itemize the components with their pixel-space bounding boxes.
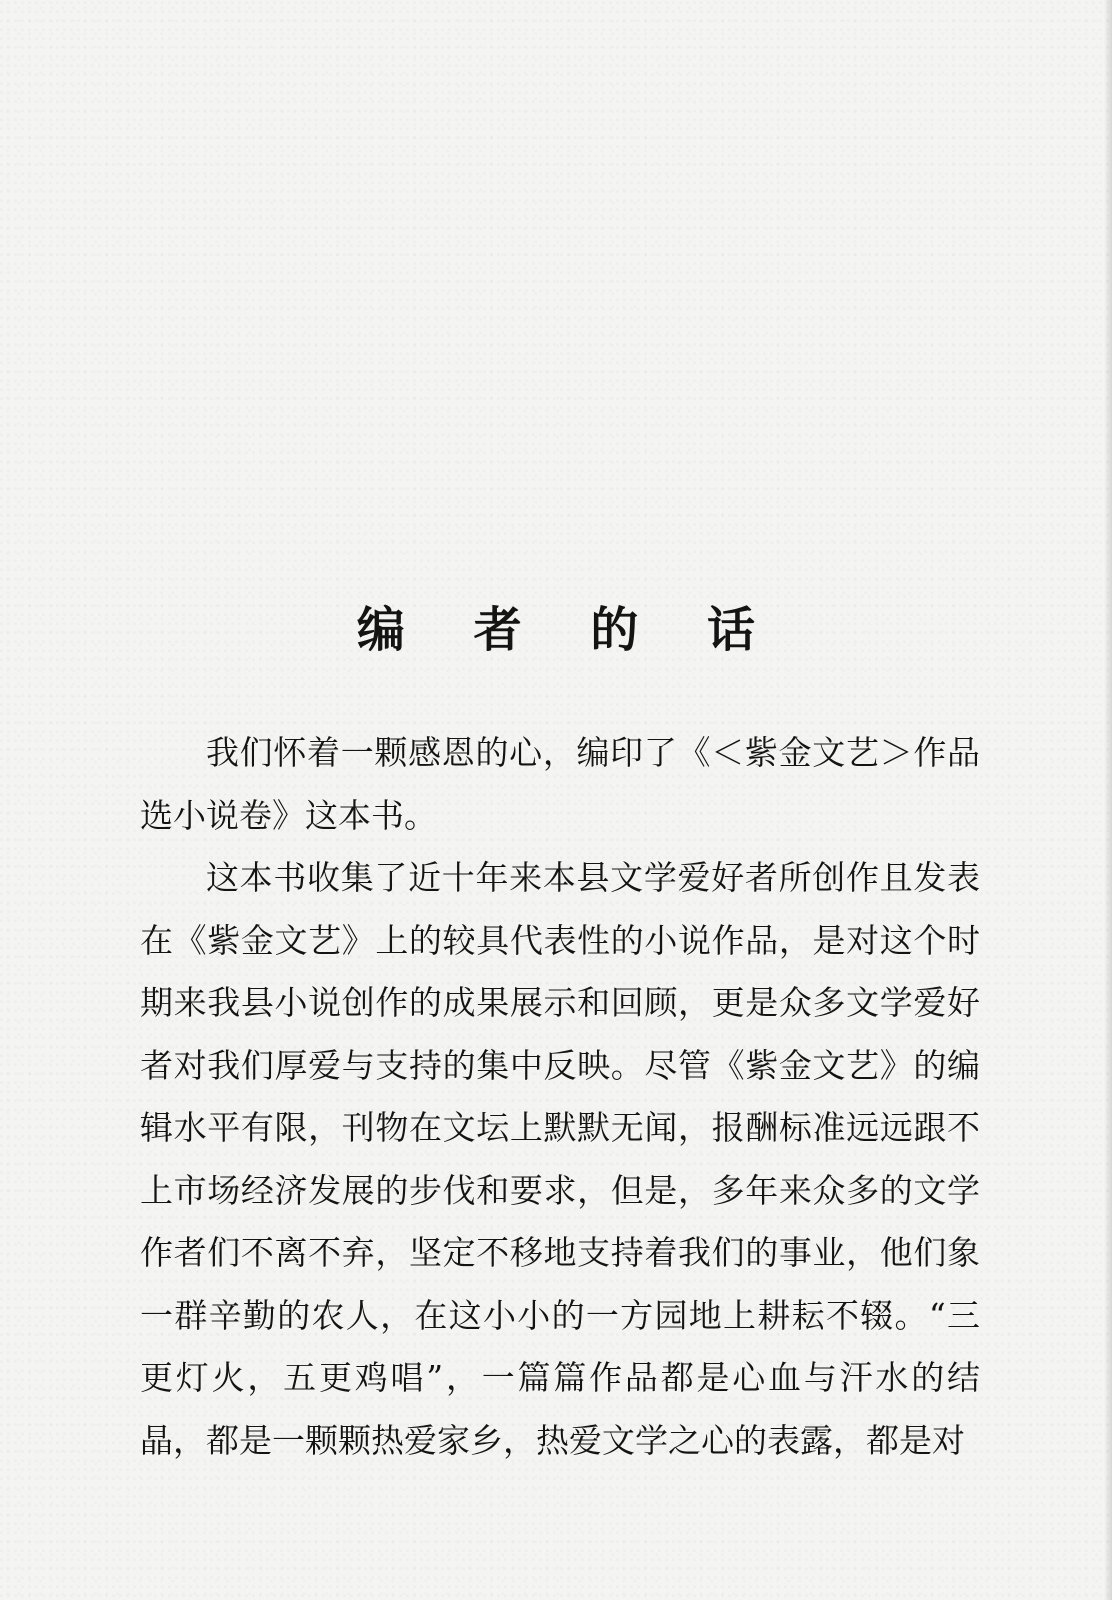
page-edge-shadow [1104, 0, 1112, 1600]
paragraph-1: 我们怀着一颗感恩的心，编印了《＜紫金文艺＞作品选小说卷》这本书。 [140, 733, 980, 835]
page-title: 编 者 的 话 [356, 602, 782, 659]
paragraph-2: 这本书收集了近十年来本县文学爱好者所创作且发表在《紫金文艺》上的较具代表性的小说作品，是对这个时期来我县小说创作的成果展示和回顾，更是众多文学爱好者对我们厚爱与支持的集中反映。尽管《紫金文艺》的编辑水平有限，刊物在文坛上默默无闻，报酬标准远远跟不上市场经济发展的步伐和要求，但是，多年来众多的文学作者们不离不弃，坚定不移地支持着我们的事业，他们象一群辛勤的农人，在这小小的一方园地上耕耘不辍。“三更灯火，五更鸡唱”，一篇篇作品都是心血与汗水的结晶，都是一颗颗热爱家乡，热爱文学之心的表露，都是对 [140, 858, 980, 1460]
